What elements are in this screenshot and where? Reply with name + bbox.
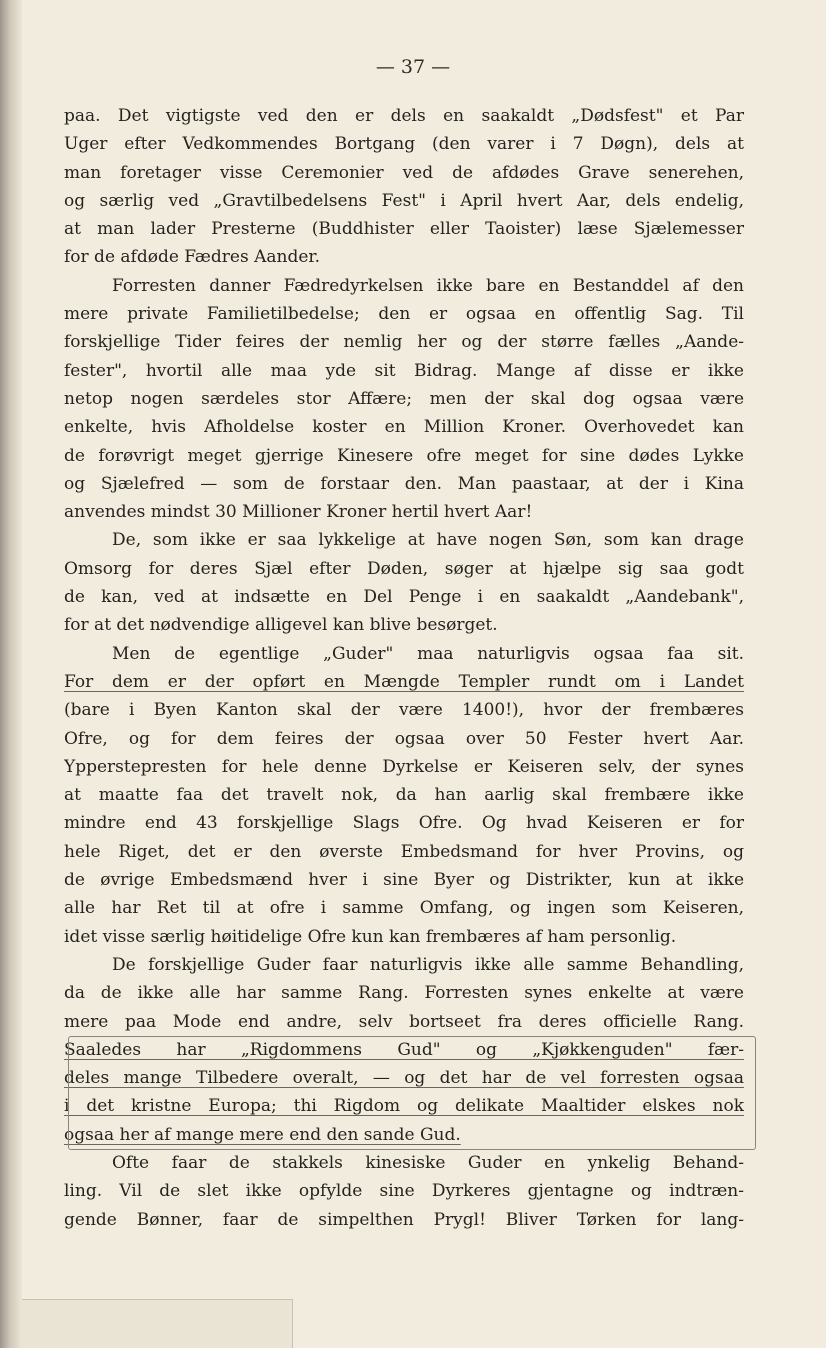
text-line	[64, 583, 744, 611]
text-line	[64, 526, 744, 554]
text-line-content: de kan, ved at indsætte en Del Penge i en saakaldt „Aandebank",	[64, 587, 744, 608]
text-line-content: ogsaa her af mange mere end den sande Gud.	[64, 1124, 461, 1145]
text-line	[64, 725, 744, 753]
text-line	[64, 470, 744, 498]
text-line	[64, 979, 744, 1007]
text-line-content: enkelte, hvis Afholdelse koster en Million Kroner. Overhovedet kan	[64, 417, 744, 438]
underlying-page-edge	[22, 1299, 293, 1348]
text-line	[64, 555, 744, 583]
text-line-content: Ypperstepresten for hele denne Dyrkelse er Keiseren selv, der synes	[64, 756, 744, 777]
text-line-content: og særlig ved „Gravtilbedelsens Fest" i April hvert Aar, dels endelig,	[64, 190, 744, 211]
text-line	[64, 894, 744, 922]
text-line-content: deles mange Tilbedere overalt, — og det har de vel forresten ogsaa	[64, 1068, 744, 1089]
page-number: — 37 —	[375, 56, 451, 78]
text-line	[64, 809, 744, 837]
text-line-content: for de afdøde Fædres Aander.	[64, 247, 321, 268]
text-line-content: Saaledes har „Rigdommens Gud" og „Kjøkkenguden" fær-	[64, 1039, 744, 1060]
text-line	[64, 1149, 744, 1177]
text-line-content: paa. Det vigtigste ved den er dels en saakaldt „Dødsfest" et Par	[64, 106, 744, 126]
text-line	[64, 442, 744, 470]
text-line-content: (bare i Byen Kanton skal der være 1400!), hvor der frembæres	[64, 700, 744, 721]
text-line	[64, 1177, 744, 1205]
text-line	[64, 413, 744, 441]
text-line	[64, 1008, 744, 1036]
text-line	[64, 696, 744, 724]
text-line-content: at maatte faa det travelt nok, da han aarlig skal frembære ikke	[64, 785, 744, 806]
text-line-content: hele Riget, det er den øverste Embedsmand for hver Provins, og	[64, 841, 744, 862]
text-line-content: for at det nødvendige alligevel kan blive besørget.	[64, 615, 498, 636]
text-line-content: anvendes mindst 30 Millioner Kroner hertil hvert Aar!	[64, 502, 533, 523]
body-text	[64, 102, 744, 1234]
text-line-content: fester", hvortil alle maa yde sit Bidrag. Mange af disse er ikke	[64, 360, 744, 381]
text-line-content: mere private Familietilbedelse; den er ogsaa en offentlig Sag. Til	[64, 304, 744, 325]
text-line	[64, 611, 744, 639]
text-line	[64, 215, 744, 243]
text-line	[64, 300, 744, 328]
text-line-content: De forskjellige Guder faar naturligvis ikke alle samme Behandling,	[112, 954, 744, 975]
text-line-content: man foretager visse Ceremonier ved de afdødes Grave senerehen,	[64, 162, 744, 183]
text-line-content: Men de egentlige „Guder" maa naturligvis ogsaa faa sit.	[112, 643, 744, 664]
text-line-content: alle har Ret til at ofre i samme Omfang, og ingen som Keiseren,	[64, 898, 744, 919]
text-line-content: Ofte faar de stakkels kinesiske Guder en ynkelig Behand-	[112, 1152, 744, 1173]
text-line	[64, 1092, 744, 1120]
text-line-content: da de ikke alle har samme Rang. Forresten synes enkelte at være	[64, 983, 744, 1004]
text-line-content: forskjellige Tider feires der nemlig her og der større fælles „Aande-	[64, 332, 744, 353]
text-line	[64, 1064, 744, 1092]
text-line-content: de forøvrigt meget gjerrige Kinesere ofre meget for sine dødes Lykke	[64, 445, 744, 466]
text-line	[64, 1036, 744, 1064]
text-line	[64, 951, 744, 979]
text-line-content: For dem er der opført en Mængde Templer rundt om i Landet	[64, 671, 744, 692]
text-line-content: Uger efter Vedkommendes Bortgang (den varer i 7 Døgn), dels at	[64, 134, 744, 155]
text-line	[64, 498, 744, 526]
text-line	[64, 159, 744, 187]
text-line-content: mere paa Mode end andre, selv bortseet fra deres officielle Rang.	[64, 1011, 744, 1032]
text-line	[64, 838, 744, 866]
text-line	[64, 1121, 744, 1149]
text-line	[64, 243, 744, 271]
text-line-content: netop nogen særdeles stor Affære; men der skal dog ogsaa være	[64, 388, 744, 409]
text-line	[64, 1206, 744, 1234]
text-line	[64, 385, 744, 413]
text-line	[64, 328, 744, 356]
text-line-content: mindre end 43 forskjellige Slags Ofre. Og hvad Keiseren er for	[64, 813, 744, 834]
text-line	[64, 640, 744, 668]
text-line-content: i det kristne Europa; thi Rigdom og delikate Maaltider elskes nok	[64, 1096, 744, 1117]
text-line	[64, 357, 744, 385]
text-line	[64, 668, 744, 696]
text-line	[64, 866, 744, 894]
text-line-content: gende Bønner, faar de simpelthen Prygl! Bliver Tørken for lang-	[64, 1209, 744, 1230]
text-line-content: de øvrige Embedsmænd hver i sine Byer og Distrikter, kun at ikke	[64, 870, 744, 891]
text-line	[64, 187, 744, 215]
text-line	[64, 753, 744, 781]
text-line	[64, 781, 744, 809]
text-line-content: De, som ikke er saa lykkelige at have nogen Søn, som kan drage	[112, 530, 744, 551]
text-line-content: Omsorg for deres Sjæl efter Døden, søger at hjælpe sig saa godt	[64, 558, 744, 579]
text-line	[64, 923, 744, 951]
text-line-content: Forresten danner Fædredyrkelsen ikke bare en Bestanddel af den	[112, 275, 744, 296]
page-gutter-shadow	[0, 0, 22, 1348]
text-line	[64, 102, 744, 130]
text-line-content: idet visse særlig høitidelige Ofre kun kan frembæres af ham personlig.	[64, 926, 677, 947]
text-line	[64, 272, 744, 300]
text-line-content: at man lader Presterne (Buddhister eller Taoister) læse Sjælemesser	[64, 219, 744, 240]
text-line-content: og Sjælefred — som de forstaar den. Man paastaar, at der i Kina	[64, 473, 744, 494]
text-line	[64, 130, 744, 158]
text-line-content: ling. Vil de slet ikke opfylde sine Dyrkeres gjentagne og indtræn-	[64, 1181, 744, 1202]
text-line-content: Ofre, og for dem feires der ogsaa over 50 Fester hvert Aar.	[64, 728, 744, 749]
